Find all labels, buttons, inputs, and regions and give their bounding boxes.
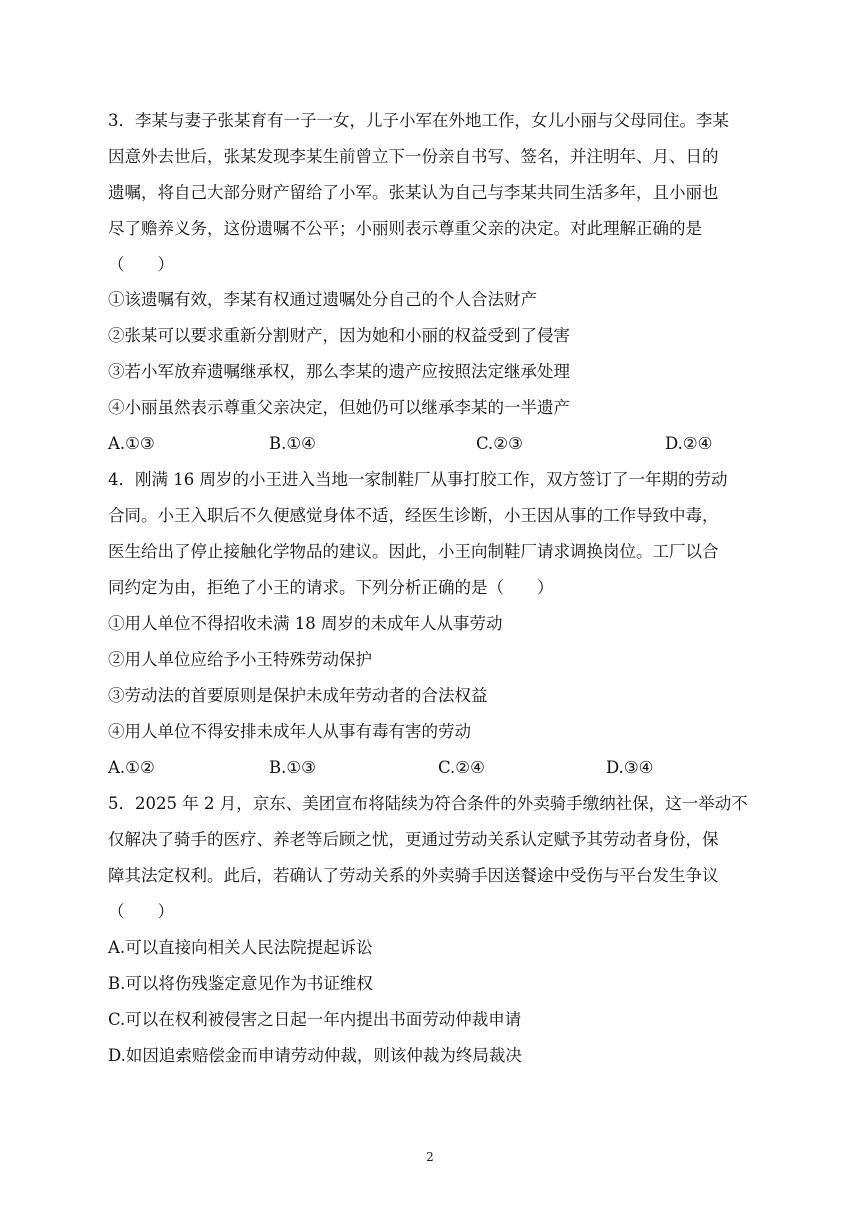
q4-option-d: D.③④ bbox=[606, 758, 654, 777]
q4-option-a: A.①② bbox=[108, 758, 155, 777]
q4-option-c: C.②④ bbox=[438, 758, 485, 777]
q3-answer-blank: （ ） bbox=[108, 255, 174, 274]
q3-statement-3: ③若小军放弃遗嘱继承权，那么李某的遗产应按照法定继承处理 bbox=[108, 362, 570, 381]
q4-option-b: B.①③ bbox=[269, 758, 316, 777]
q3-option-b: B.①④ bbox=[269, 434, 316, 453]
q5-option-c: C.可以在权利被侵害之日起一年内提出书面劳动仲裁申请 bbox=[108, 1010, 522, 1029]
q5-line-2: 仅解决了骑手的医疗、养老等后顾之忧，更通过劳动关系认定赋予其劳动者身份，保 bbox=[108, 830, 719, 849]
q4-line-1: 4．刚满 16 周岁的小王进入当地一家制鞋厂从事打胶工作，双方签订了一年期的劳动 bbox=[108, 470, 728, 489]
q3-line-3: 遗嘱，将自己大部分财产留给了小军。张某认为自己与李某共同生活多年，且小丽也 bbox=[108, 183, 719, 202]
q4-options bbox=[108, 757, 768, 779]
q3-line-1: 3．李某与妻子张某育有一子一女，儿子小军在外地工作，女儿小丽与父母同住。李某 bbox=[108, 111, 729, 130]
q5-answer-blank: （ ） bbox=[108, 902, 174, 921]
q3-line-2: 因意外去世后，张某发现李某生前曾立下一份亲自书写、签名，并注明年、月、日的 bbox=[108, 147, 719, 166]
q3-option-c: C.②③ bbox=[476, 434, 523, 453]
q3-option-d: D.②④ bbox=[665, 434, 713, 453]
q3-option-a: A.①③ bbox=[108, 434, 155, 453]
q4-statement-2: ②用人单位应给予小王特殊劳动保护 bbox=[108, 650, 372, 669]
q4-line-3: 医生给出了停止接触化学物品的建议。因此，小王向制鞋厂请求调换岗位。工厂以合 bbox=[108, 542, 719, 561]
q5-line-3: 障其法定权利。此后，若确认了劳动关系的外卖骑手因送餐途中受伤与平台发生争议 bbox=[108, 866, 719, 885]
q3-statement-4: ④小丽虽然表示尊重父亲决定，但她仍可以继承李某的一半遗产 bbox=[108, 398, 570, 417]
q5-option-d: D.如因追索赔偿金而申请劳动仲裁，则该仲裁为终局裁决 bbox=[108, 1046, 522, 1065]
q4-statement-1: ①用人单位不得招收未满 18 周岁的未成年人从事劳动 bbox=[108, 614, 503, 633]
page-number: 2 bbox=[426, 1150, 434, 1164]
q3-line-4: 尽了赡养义务，这份遗嘱不公平；小丽则表示尊重父亲的决定。对此理解正确的是 bbox=[108, 219, 702, 238]
q4-line-2: 合同。小王入职后不久便感觉身体不适，经医生诊断，小王因从事的工作导致中毒， bbox=[108, 506, 719, 525]
q4-line-4: 同约定为由，拒绝了小王的请求。下列分析正确的是（ ） bbox=[108, 578, 554, 597]
q3-statement-1: ①该遗嘱有效，李某有权通过遗嘱处分自己的个人合法财产 bbox=[108, 290, 537, 309]
q5-option-a: A.可以直接向相关人民法院提起诉讼 bbox=[108, 938, 373, 957]
q5-line-1: 5．2025 年 2 月，京东、美团宣布将陆续为符合条件的外卖骑手缴纳社保，这一举动不 bbox=[108, 794, 748, 813]
q3-options bbox=[108, 433, 768, 455]
q3-statement-2: ②张某可以要求重新分割财产，因为她和小丽的权益受到了侵害 bbox=[108, 326, 570, 345]
q5-option-b: B.可以将伤残鉴定意见作为书证维权 bbox=[108, 974, 373, 993]
q4-statement-3: ③劳动法的首要原则是保护未成年劳动者的合法权益 bbox=[108, 686, 488, 705]
q4-statement-4: ④用人单位不得安排未成年人从事有毒有害的劳动 bbox=[108, 722, 471, 741]
